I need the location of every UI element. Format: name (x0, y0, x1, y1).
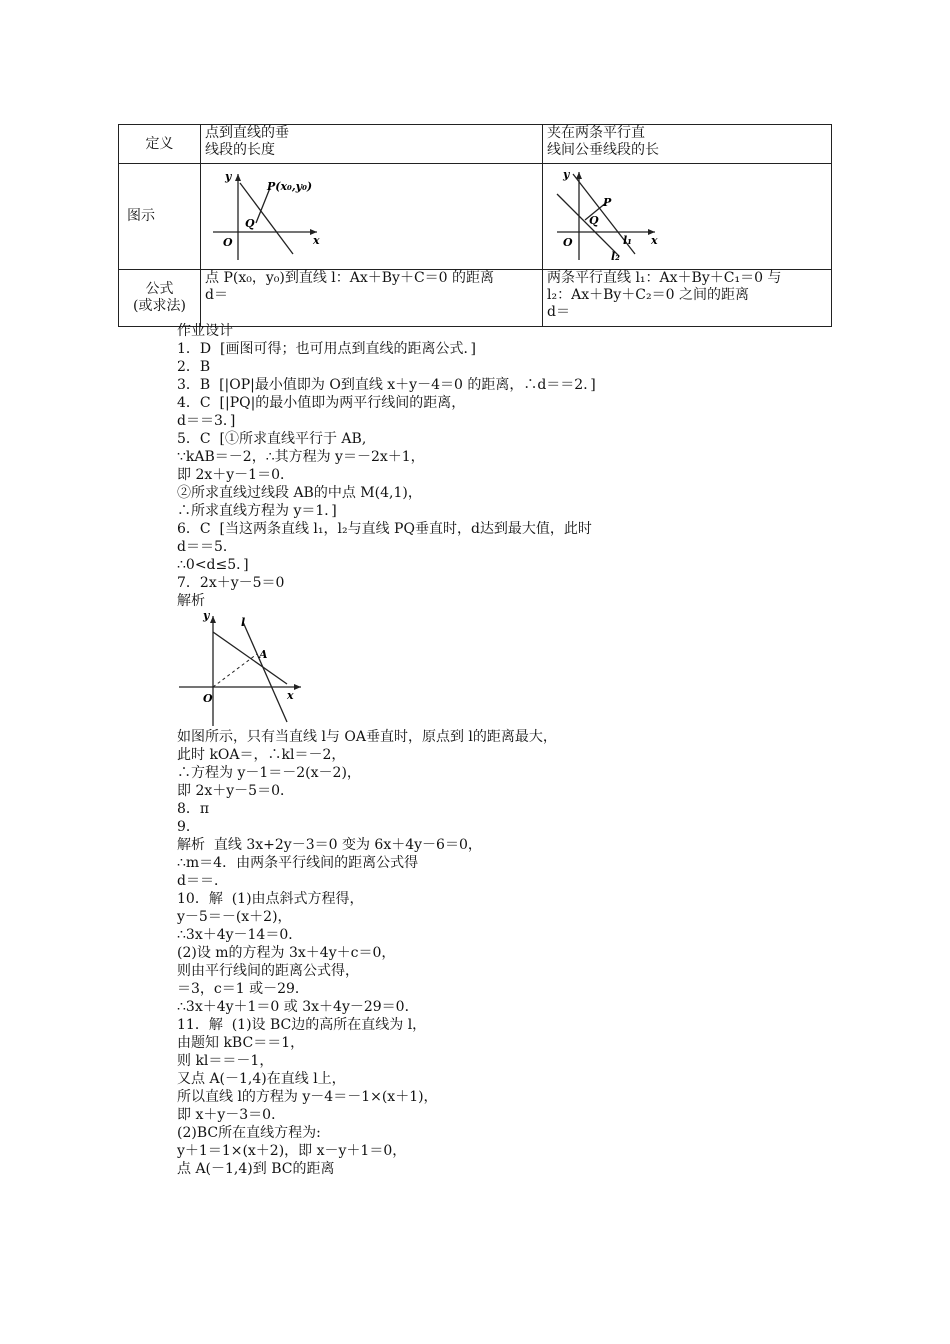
text-line: 3．B [|OP|最小值即为 O到直线 x＋y－4＝0 的距离，∴d＝＝2．] (177, 377, 596, 393)
text-line: 5．C [①所求直线平行于 AB, (177, 431, 367, 447)
point-p-label: P (603, 196, 612, 209)
point-p-label: P(x₀,y₀) (267, 180, 313, 193)
cell-text: 点 P(x₀，y₀)到直线 l：Ax＋By＋C＝0 的距离 (205, 270, 495, 286)
row-label-line: 公式 (145, 281, 174, 297)
text-line: 由题知 kBC＝＝1， (177, 1035, 305, 1051)
text-line: ∴3x＋4y－14＝0． (177, 927, 303, 943)
text-line: (2)设 m的方程为 3x＋4y＋c＝0， (177, 945, 396, 961)
cell-left (201, 164, 543, 270)
point-a-label: A (259, 648, 268, 661)
table-row (119, 125, 832, 164)
text-line: ②所求直线过线段 AB的中点 M(4,1)， (177, 485, 422, 501)
row-label: 定义 (119, 125, 201, 164)
cell-text: 夹在两条平行直 (547, 125, 645, 141)
cell-text: 点到直线的垂 (205, 125, 289, 141)
text-line: 解析 (177, 593, 205, 609)
text-line: d＝＝． (177, 873, 228, 889)
origin-label: O (203, 692, 213, 705)
axis-label-y: y (203, 610, 210, 622)
text-line: d＝＝5． (177, 539, 237, 555)
axis-label-x: x (313, 234, 320, 247)
text-line: 4．C [|PQ|的最小值即为两平行线间的距离， (177, 395, 466, 411)
point-q-label: Q (245, 217, 255, 230)
text-line: 解析 直线 3x+2y－3＝0 变为 6x＋4y－6＝0， (177, 837, 482, 853)
text-line: ∴0<d≤5．] (177, 557, 249, 573)
cell-text: 线段的长度 (205, 142, 275, 158)
cell-right (543, 270, 832, 327)
line-l1-label: l₁ (623, 234, 632, 247)
text-line: y－5＝－(x＋2)， (177, 909, 292, 925)
text-line: 即 2x＋y－1＝0． (177, 467, 294, 483)
row-label-line: (或求法) (133, 298, 186, 314)
text-line: 2．B (177, 359, 211, 375)
text-line: 点 A(－1,4)到 BC的距离 (177, 1161, 335, 1177)
cell-right (543, 164, 832, 270)
cell-right (543, 125, 832, 164)
text-line: 所以直线 l的方程为 y－4＝－1×(x＋1)， (177, 1089, 438, 1105)
text-line: ∴所求直线方程为 y＝1．] (177, 503, 337, 519)
text-line: 9． (177, 819, 200, 835)
text-line: 10．解 (1)由点斜式方程得， (177, 891, 364, 907)
text-line: 即 2x＋y－5＝0． (177, 783, 294, 799)
row-label: 图示 (119, 164, 201, 270)
text-line: 又点 A(－1,4)在直线 l上， (177, 1071, 346, 1087)
cell-text: 线间公垂线段的长 (547, 142, 659, 158)
text-line: 则由平行线间的距离公式得， (177, 963, 359, 979)
text-line: 11．解 (1)设 BC边的高所在直线为 l， (177, 1017, 427, 1033)
origin-label: O (223, 236, 233, 249)
point-line-distance-figure (205, 164, 538, 264)
text-line: d＝＝3．] (177, 413, 236, 429)
text-line: 即 x＋y－3＝0． (177, 1107, 286, 1123)
axis-label-y: y (563, 168, 570, 181)
text-line: 此时 kOA＝，∴kl＝－2， (177, 747, 346, 763)
text-line: 7．2x＋y－5＝0 (177, 575, 285, 591)
solutions-part-b (177, 728, 777, 1178)
origin-label: O (563, 236, 573, 249)
cell-left (201, 125, 543, 164)
text-line: 8．π (177, 801, 210, 817)
text-line: 如图所示，只有当直线 l与 OA垂直时，原点到 l的距离最大， (177, 729, 557, 745)
cell-left (201, 270, 543, 327)
cell-text: 两条平行直线 l₁：Ax＋By＋C₁＝0 与 (547, 270, 782, 286)
cell-text: d＝ (205, 287, 228, 303)
cell-text: l₂：Ax＋By＋C₂＝0 之间的距离 (547, 287, 749, 303)
table-row (119, 164, 832, 270)
text-line: 则 kl＝＝－1， (177, 1053, 274, 1069)
axis-label-x: x (651, 234, 658, 247)
text-line: ∴3x＋4y＋1＝0 或 3x＋4y－29＝0． (177, 999, 419, 1015)
text-line: 1．D [画图可得；也可用点到直线的距离公式．] (177, 341, 476, 357)
parallel-lines-distance-figure (547, 164, 827, 264)
text-line: ＝3，c＝1 或－29． (177, 981, 309, 997)
text-line: ∵kAB＝－2，∴其方程为 y＝－2x＋1， (177, 449, 425, 465)
table-row (119, 270, 832, 327)
text-line: y＋1＝1×(x＋2)，即 x－y＋1＝0， (177, 1143, 407, 1159)
definition-table (118, 124, 832, 327)
solutions-part-a (177, 322, 777, 610)
homework-solutions (177, 322, 777, 1178)
problem7-figure (177, 610, 307, 728)
point-q-label: Q (589, 214, 599, 227)
axis-label-x: x (287, 689, 294, 702)
axis-label-y: y (225, 170, 232, 183)
text-line: (2)BC所在直线方程为: (177, 1125, 321, 1141)
row-label (119, 270, 201, 327)
text-line: 作业设计 (177, 323, 233, 339)
line-l2-label: l₂ (611, 250, 620, 263)
text-line: ∴方程为 y－1＝－2(x－2)， (177, 765, 361, 781)
text-line: 6．C [当这两条直线 l₁，l₂与直线 PQ垂直时，d达到最大值，此时 (177, 521, 592, 537)
text-line: ∴m＝4．由两条平行线间的距离公式得 (177, 855, 419, 871)
cell-text: d＝ (547, 304, 570, 320)
line-l-label: l (241, 616, 246, 629)
